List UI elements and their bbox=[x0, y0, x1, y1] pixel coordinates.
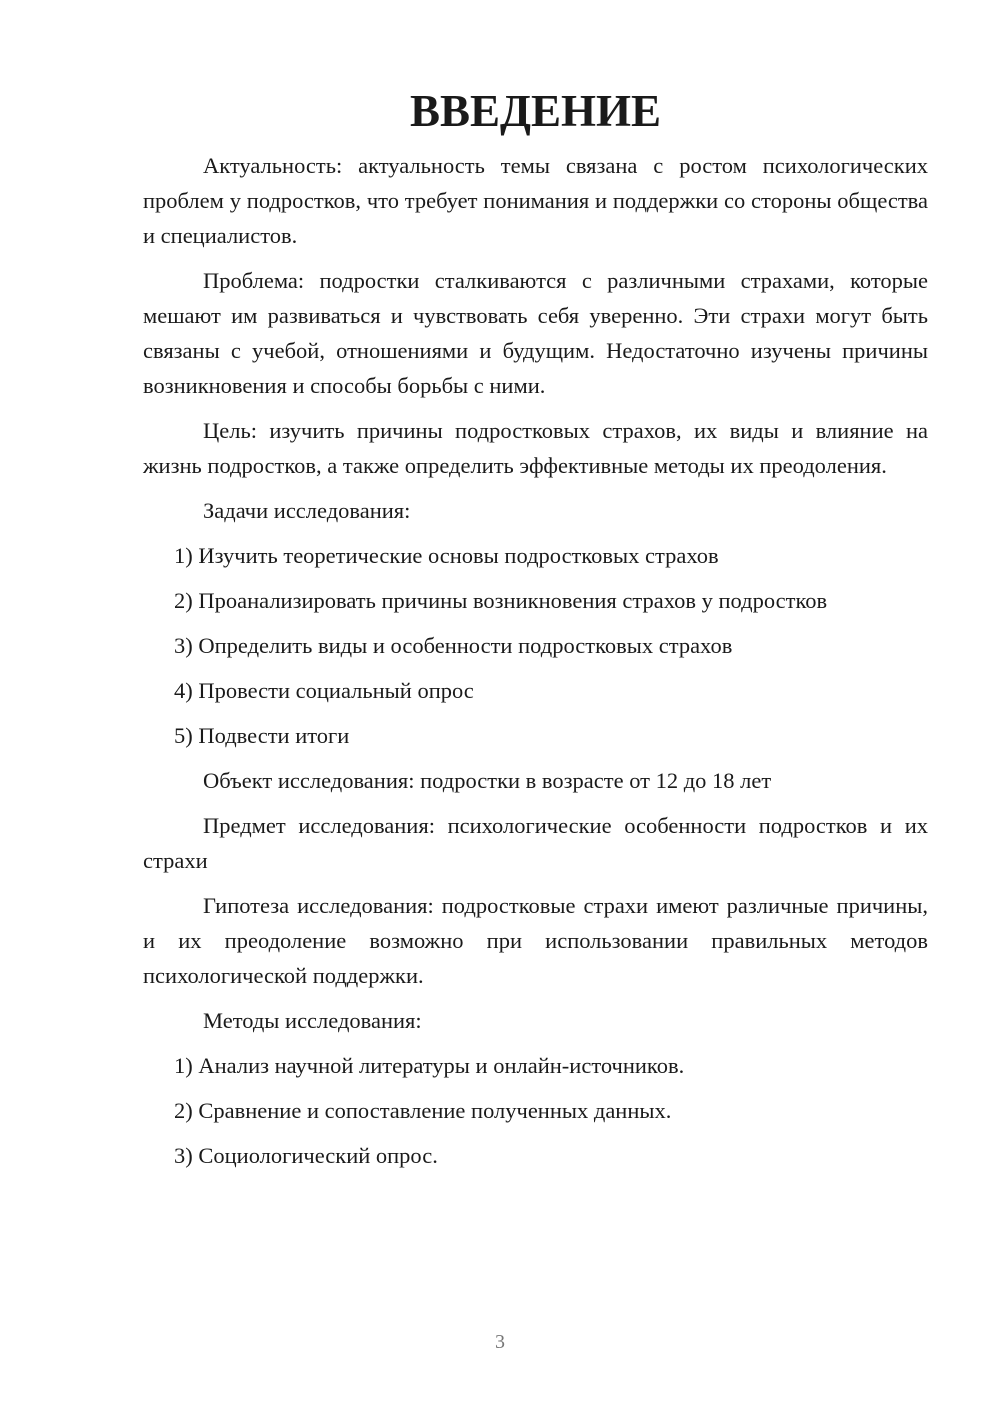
methods-heading: Методы исследования: bbox=[203, 1008, 422, 1033]
list-item: 2) Проанализировать причины возникновения страхов у подростков bbox=[174, 588, 828, 613]
list-item: 4) Провести социальный опрос bbox=[174, 678, 474, 703]
list-item: 3) Социологический опрос. bbox=[174, 1143, 438, 1168]
paragraph-problem: Проблема: подростки сталкиваются с различными страхами, которые мешают им развиваться и чувствовать себя уверенно. Эти страхи могут быть связаны с учебой, отношениями и будущим. Недостаточно изучены причины возникновения и способы борьбы с ними. bbox=[143, 268, 928, 398]
paragraph-goal: Цель: изучить причины подростковых страхов, их виды и влияние на жизнь подростков, а также определить эффективные методы их преодоления. bbox=[143, 418, 928, 478]
list-item: 1) Изучить теоретические основы подростковых страхов bbox=[174, 543, 719, 568]
paragraph-subject: Предмет исследования: психологические особенности подростков и их страхи bbox=[143, 813, 928, 873]
paragraph-hypothesis: Гипотеза исследования: подростковые страхи имеют различные причины, и их преодоление возможно при использовании правильных методов психологической поддержки. bbox=[143, 893, 928, 988]
tasks-heading: Задачи исследования: bbox=[203, 498, 411, 523]
methods-list bbox=[143, 1048, 928, 1173]
paragraph-relevance: Актуальность: актуальность темы связана с ростом психологических проблем у подростков, что требует понимания и поддержки со стороны общества и специалистов. bbox=[143, 153, 928, 248]
list-item: 5) Подвести итоги bbox=[174, 723, 350, 748]
paragraph-object: Объект исследования: подростки в возрасте от 12 до 18 лет bbox=[203, 768, 772, 793]
page-content bbox=[143, 86, 928, 1183]
section-title: ВВЕДЕНИЕ bbox=[409, 86, 662, 136]
list-item: 2) Сравнение и сопоставление полученных данных. bbox=[174, 1098, 672, 1123]
page-number: 3 bbox=[495, 1331, 505, 1353]
list-item: 1) Анализ научной литературы и онлайн-источников. bbox=[174, 1053, 685, 1078]
tasks-list bbox=[143, 538, 928, 753]
list-item: 3) Определить виды и особенности подростковых страхов bbox=[174, 633, 733, 658]
